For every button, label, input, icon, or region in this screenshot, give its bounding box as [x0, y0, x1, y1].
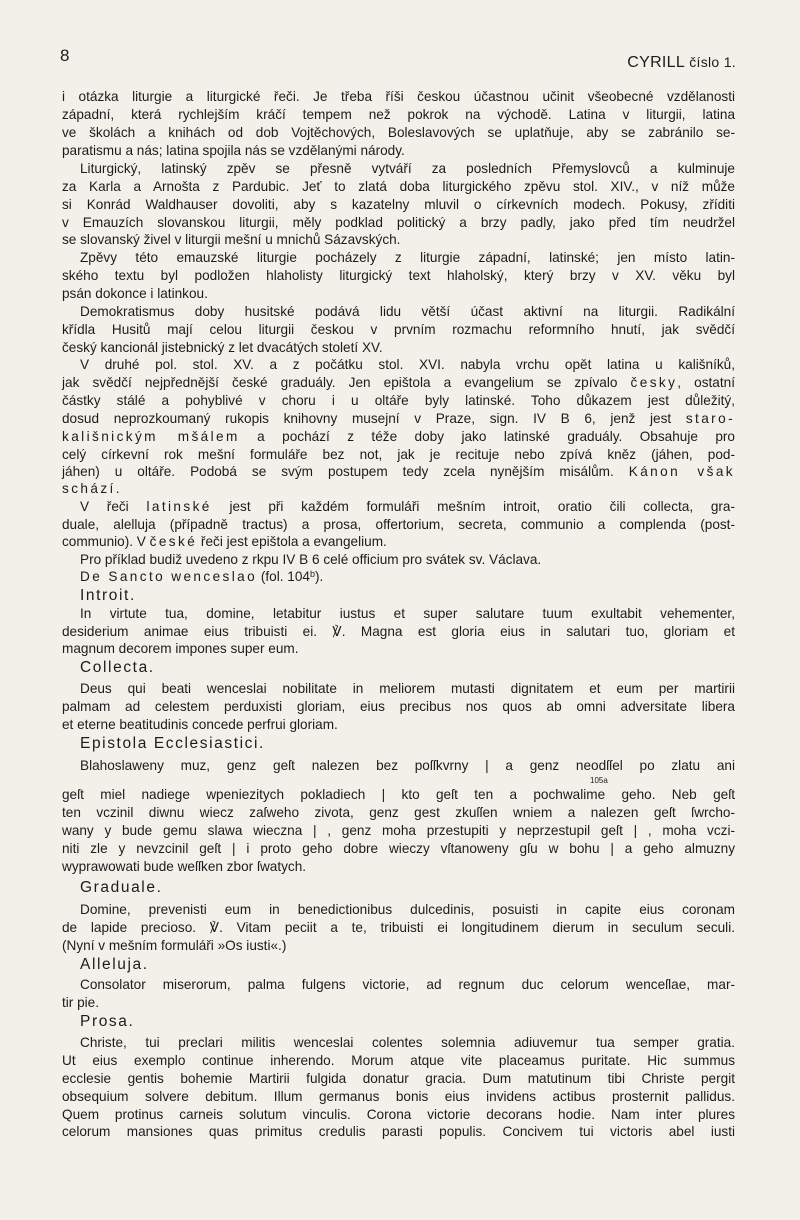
text-segment: jáhen) u oltáře. Podobá se svým postupem tedy zcela nynějším misálům. — [62, 464, 629, 479]
text-line — [62, 429, 735, 445]
text-line — [80, 957, 735, 973]
spaced-emphasis: schází. — [62, 481, 122, 496]
text-line — [62, 411, 735, 427]
text-segment: Zpěvy této emauzské liturgie pocházely z liturgie západní, latinské; jen místo latin- — [80, 250, 735, 265]
text-line — [62, 1107, 735, 1123]
text-line — [62, 841, 735, 857]
text-segment: palmam ad celestem perduxisti gloriam, eius precibus nos quos ab omni adversitate libera — [62, 699, 735, 714]
text-segment: (fol. 104 — [257, 569, 310, 584]
text-segment: geſt miel nadiege wpeniezitych pokladiech | kto geſt ten a pochwalime geho. Neb geſt — [62, 787, 735, 802]
text-line — [62, 393, 735, 409]
running-header — [627, 54, 736, 72]
text-line — [62, 641, 735, 657]
text-line — [62, 805, 735, 821]
text-line — [80, 304, 735, 320]
text-line — [62, 268, 735, 284]
text-line — [80, 880, 735, 896]
page-number: 8 — [60, 46, 70, 65]
spaced-emphasis: česky — [630, 375, 678, 390]
text-segment: Domine, prevenisti eum in benedictionibus dulcedinis, posuisti in capite eius coronam — [80, 902, 735, 917]
text-line — [80, 588, 735, 604]
text-line — [62, 179, 735, 195]
superscript: b — [310, 569, 316, 579]
text-line — [80, 977, 735, 993]
spaced-emphasis: De Sancto wenceslao — [80, 569, 258, 584]
text-segment: tir pie. — [62, 995, 100, 1010]
text-line — [62, 375, 735, 391]
text-line — [80, 569, 735, 585]
text-segment: v Emauzích slovanskou liturgii, měly podklad politický a brzy padly, jako před tím neudržel — [62, 215, 735, 230]
text-line — [80, 499, 735, 515]
text-segment: paratismu a nás; latina spojila nás se vzdělanými národy. — [62, 143, 405, 158]
text-segment: , ostatní — [677, 375, 735, 390]
text-line — [80, 357, 735, 373]
text-line — [62, 232, 735, 248]
text-segment: jak svědčí nejpřednější české graduály. Jen epištola a evangelium se zpívalo — [62, 375, 631, 390]
text-segment: V řeči — [80, 499, 147, 514]
text-line — [62, 125, 735, 141]
text-line — [62, 143, 735, 159]
text-segment: communio). V — [62, 534, 150, 549]
text-line — [80, 250, 735, 266]
text-segment: Demokratismus doby husitské podává lidu větší účast aktivní na liturgii. Radikální — [80, 304, 735, 319]
text-segment: Deus qui beati wenceslai nobilitate in meliorem mutasti dignitatem et eum per martirii — [80, 681, 735, 696]
text-segment: ecclesie gentis bohemie Martirii fulgida donatur gracia. Dum matutinum tibi Christe pergit — [62, 1071, 735, 1086]
text-line — [62, 447, 735, 463]
text-segment: Consolator miserorum, palma fulgens victorie, ad regnum duc celorum wenceſlae, mar- — [80, 977, 735, 992]
text-line — [62, 1089, 735, 1105]
spaced-emphasis: Kánon však — [628, 464, 735, 479]
text-segment: Christe, tui preclari militis wenceslai colentes solemnia adiuvemur tua semper gratia. — [80, 1035, 735, 1050]
text-line — [80, 552, 735, 568]
text-segment: Blahoslaweny muz, genz geſt nalezen bez poſſkvrny | a genz neodſſel po zlatu ani — [80, 758, 735, 773]
text-segment: ). — [315, 569, 324, 584]
text-line — [62, 938, 735, 954]
text-segment: jest při každém formuláři mešním introit, oratio čili collecta, gra- — [211, 499, 736, 514]
text-line — [62, 340, 735, 356]
text-segment: Graduale. — [80, 879, 163, 896]
text-segment: obsequium solvere debitum. Illum germanus bonis eius invidens actibus prosternit pallidus. — [62, 1089, 735, 1104]
text-segment: celý církevní rok mešní formuláře bez not, jak je recituje nebo zpívá kněz (jáhen, pod- — [62, 447, 735, 462]
text-line — [62, 859, 735, 875]
text-segment: i otázka liturgie a liturgické řeči. Je třeba říši českou účastnou učinit všeobecné vzdělanosti — [62, 89, 735, 104]
text-line — [62, 89, 735, 105]
text-line — [62, 481, 735, 497]
text-line — [62, 699, 735, 715]
text-segment: celorum mansiones quas primitus credulis parasti populis. Concivem tui victoris abel iusti — [62, 1124, 735, 1139]
text-segment: západní, která rychlejším kráčí tempem než pokrok na východě. Latina v liturgii, latina — [62, 107, 735, 122]
text-segment: niti zle y nevzcinil geſt | i proto geho dobre wieczy vſtanoweny gſu w bohu | a geho almuzny — [62, 841, 735, 856]
text-line — [62, 624, 735, 640]
text-segment: Collecta. — [80, 659, 155, 676]
text-segment: Introit. — [80, 587, 136, 604]
text-segment: (Nyní v mešním formuláři »Os iusti«.) — [62, 938, 287, 953]
text-line — [80, 681, 735, 697]
text-line — [62, 717, 735, 733]
text-segment: wyprawowati bude weſſken zbor ſwatych. — [62, 859, 307, 874]
text-segment: Prosa. — [80, 1013, 135, 1030]
text-line — [80, 606, 735, 622]
text-segment: si Konrád Waldhauser dovoliti, aby s kazatelny mluvil o církevních modech. Pokusy, zříditi — [62, 197, 735, 212]
text-segment: V druhé pol. stol. XV. a z počátku stol. XVI. nabyla vrchu opět latina u kališníků, — [80, 357, 735, 372]
text-segment: český kancionál jistebnický z let dvacátých století XV. — [62, 340, 383, 355]
text-segment: duale, alelluja (případně tractus) a prosa, offertorium, secreta, communio a complenda (post- — [62, 517, 735, 532]
issue-number: číslo 1. — [689, 54, 736, 70]
spaced-emphasis: staro- — [685, 411, 735, 426]
text-line — [62, 1053, 735, 1069]
text-segment: ten vczinil diwnu wiecz zaſweho zivota, genz gest zkuſſen wniem a nalezen geſt ſwrcho- — [62, 805, 735, 820]
text-segment: de lapide precioso. ℣. Vitam peciit a te, tribuisti ei longitudinem dierum in seculum seculi. — [62, 920, 735, 935]
text-segment: částky stálé a pohyblivé v choru i u oltáře byly latinské. Toho důkazem jest důležitý, — [62, 393, 735, 408]
spaced-emphasis: kališnickým mšálem — [62, 429, 240, 444]
text-line — [62, 464, 735, 480]
spaced-emphasis: české — [149, 534, 198, 549]
text-segment: wany y bude gemu slawa wieczna | , genz moha przestupiti y neprzestupil geſt | , moha vczi- — [62, 823, 735, 838]
text-segment: In virtute tua, domine, letabitur iustus et super salutare tuum exultabit vehementer, — [80, 606, 735, 621]
journal-title: CYRILL — [627, 54, 685, 71]
text-line — [80, 660, 735, 676]
text-line — [62, 823, 735, 839]
text-line — [62, 286, 735, 302]
text-line — [80, 1014, 735, 1030]
text-segment: ve školách a knihách od dob Vojtěchových, Boleslavových se uplatňuje, aby se zabránilo se- — [62, 125, 735, 140]
text-segment: Ut eius exemplo continue inherendo. Morum atque vite placeamus puritate. Hic summus — [62, 1053, 735, 1068]
text-segment: se slovanský živel v liturgii mešní u mnichů Sázavských. — [62, 232, 401, 247]
text-segment: et eterne beatitudinis concede perfrui gloriam. — [62, 717, 338, 732]
text-segment: magnum decorem impones super eum. — [62, 641, 299, 656]
text-line — [62, 197, 735, 213]
text-segment: desiderium animae eius tribuisti ei. ℣. Magna est gloria eius in salutari tuo, gloriam et — [62, 624, 735, 639]
text-segment: a pochází z téže doby jako latinské graduály. Obsahuje pro — [239, 429, 735, 444]
text-line — [62, 517, 735, 533]
text-line — [80, 902, 735, 918]
text-segment: Alleluja. — [80, 956, 149, 973]
text-segment: psán dokonce i latinkou. — [62, 286, 208, 301]
text-line — [80, 736, 735, 752]
text-segment: za Karla a Arnošta z Pardubic. Jeť to zlatá doba liturgického zpěvu stol. XIV., v níž může — [62, 179, 735, 194]
text-segment: křídla Husitů mají celou liturgii českou v prvním rozmachu reformního hnutí, jak svědčí — [62, 322, 735, 337]
text-line — [80, 1035, 735, 1051]
text-segment: řeči jest epištola a evangelium. — [197, 534, 387, 549]
text-line — [62, 995, 735, 1011]
text-line — [62, 322, 735, 338]
text-line — [62, 920, 735, 936]
text-line — [62, 1124, 735, 1140]
text-line — [62, 1071, 735, 1087]
text-segment: Liturgický, latinský zpěv se přesně vytváří za posledních Přemyslovců a kulminuje — [80, 161, 735, 176]
text-segment: ského textu byl podložen hlaholisty liturgický text hlaholský, který brzy v XV. věku byl — [62, 268, 735, 283]
text-segment: Quem protinus carneis solutum vinculis. Corona victorie decorans hodie. Nam inter plures — [62, 1107, 735, 1122]
text-line — [62, 107, 735, 123]
text-line — [62, 534, 735, 550]
folio-margin-note: 105a — [590, 776, 608, 785]
spaced-emphasis: latinské — [146, 499, 212, 514]
text-line — [80, 161, 735, 177]
text-line — [80, 758, 735, 774]
text-line — [62, 215, 735, 231]
text-segment: dosud neprozkoumaný rukopis knihovny musejní v Praze, sign. IV B 6, jenž jest — [62, 411, 686, 426]
text-line — [62, 787, 735, 803]
text-segment: Epistola Ecclesiastici. — [80, 735, 265, 752]
text-segment: Pro příklad budiž uvedeno z rkpu IV B 6 celé officium pro svátek sv. Václava. — [80, 552, 542, 567]
